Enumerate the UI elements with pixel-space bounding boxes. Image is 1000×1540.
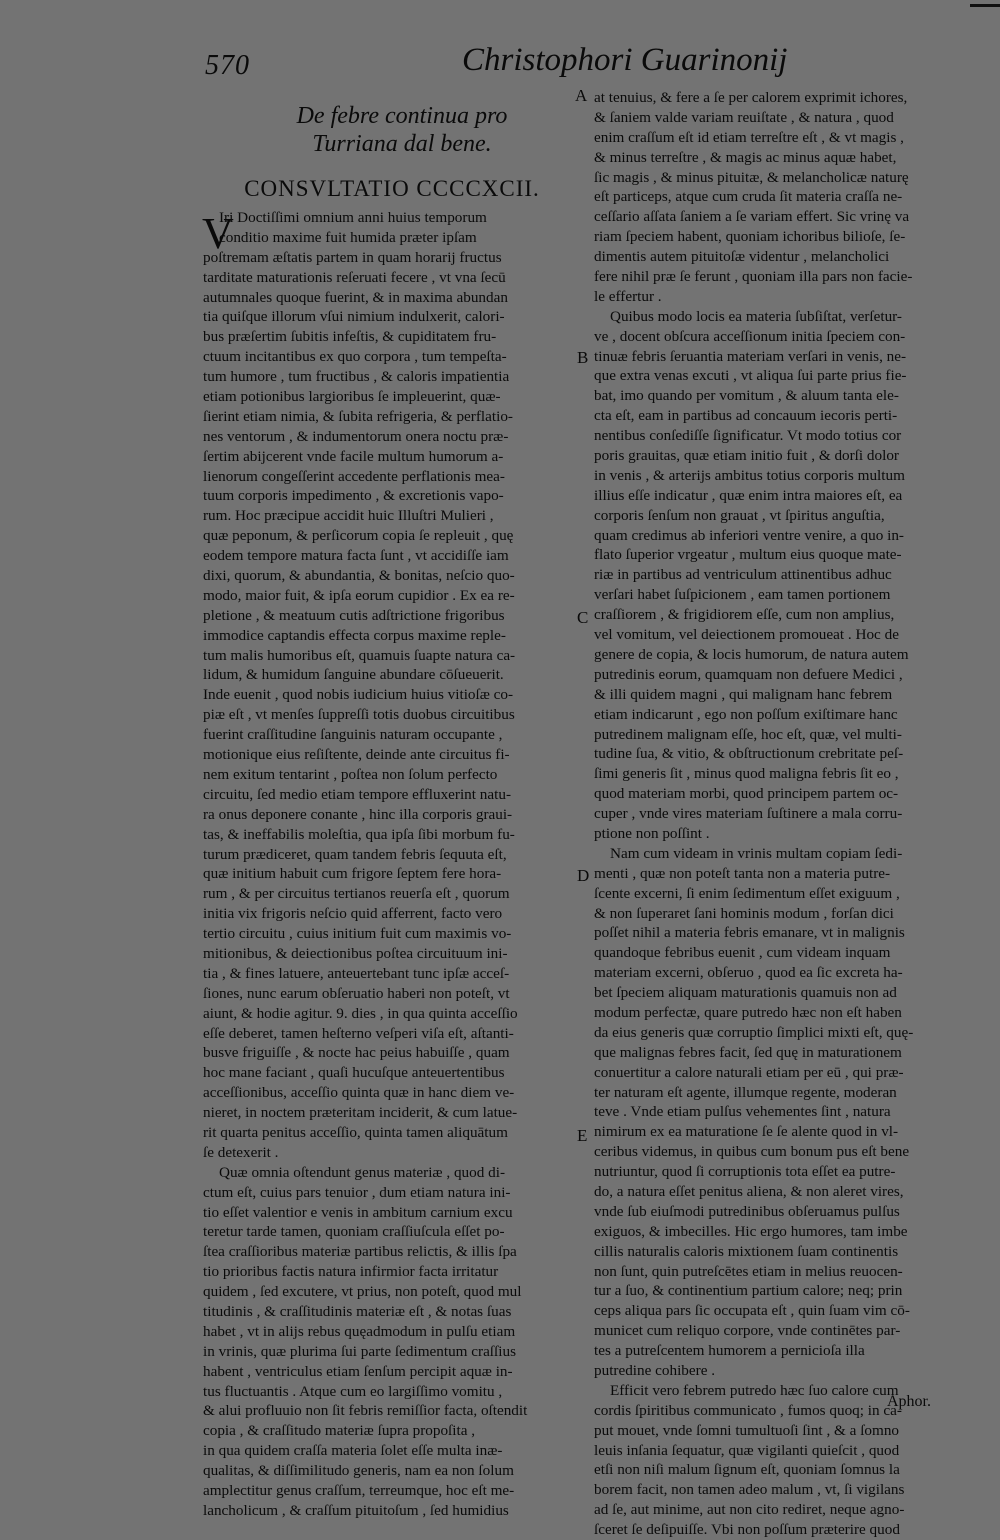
text-line: copia , & craſſitudo materiæ ſupra propoſita , bbox=[203, 1422, 476, 1440]
text-line: ra onus deponere conante , hinc illa corporis graui- bbox=[203, 805, 513, 823]
text-line: ceps aliqua pars ſic occupata eſt , quin ſuam vim cō- bbox=[594, 1302, 910, 1320]
running-head: Christophori Guarinonij bbox=[462, 42, 788, 78]
drop-cap: V bbox=[202, 209, 234, 258]
text-line: & alui profluuio non ſit febris remiſſior facta, oſtendit bbox=[203, 1402, 528, 1420]
text-line: cuper , vnde vires materiam ſuſtinere a mala corru- bbox=[594, 805, 903, 823]
text-line: riæ in partibus ad ventriculum attinentibus adhuc bbox=[594, 566, 892, 584]
text-line: ſimi generis ſit , minus quod maligna febris ſit eo , bbox=[594, 765, 899, 783]
text-line: ſic magis , & minus pituitæ, & melancholicæ naturę bbox=[594, 168, 909, 186]
text-line: leuis inſania ſequatur, quæ vigilanti quieſcit , quod bbox=[594, 1441, 900, 1459]
text-line: tus fluctuantis . Atque cum eo largiſſimo vomitu , bbox=[203, 1382, 503, 1400]
right-text-column bbox=[594, 88, 966, 1540]
text-line: rum , & per circuitus tertianos reuerſa eſt , quorum bbox=[203, 885, 510, 903]
text-line: tinuæ febris ſeruantia materiam verſari in venis, ne- bbox=[594, 347, 907, 365]
text-line: menti , quæ non poteſt tanta non a materia putre- bbox=[594, 864, 891, 882]
text-line: verſari habet ſuſpicionem , eam tamen portionem bbox=[594, 586, 891, 604]
text-line: ad ſe, aut minime, aut non cito rediret, neque agno- bbox=[594, 1501, 905, 1519]
text-line: Efficit vero febrem putredo hæc ſuo calore cum bbox=[610, 1381, 899, 1399]
text-line: craſſiorem , & frigidiorem eſſe, cum non amplius, bbox=[594, 606, 895, 624]
text-line: ſceret ſe deſipuiſſe. Vbi non poſſum præterire quod bbox=[594, 1521, 900, 1539]
text-line: enim craſſum eſt id etiam terreſtre eſt , & vt magis , bbox=[594, 128, 904, 146]
text-line: eodem tempore matura facta ſunt , vt accidiſſe iam bbox=[203, 547, 509, 565]
text-line: nem exitum tentarint , poſtea non ſolum perfecto bbox=[203, 765, 498, 783]
consultation-heading: CONSVLTATIO CCCCXCII. bbox=[244, 176, 540, 201]
text-line: Quibus modo locis ea materia ſubſiſtat, verſetur- bbox=[610, 307, 902, 325]
text-line: poſtremam æſtatis partem in quam horarij fructus bbox=[203, 248, 502, 266]
text-line: vel vomitum, vel deiectionem promoueat . Hoc de bbox=[594, 626, 899, 644]
text-line: putredinis eorum, quamquam non defuere Medici , bbox=[594, 665, 903, 683]
text-line: in qua quidem craſſa materia ſolet eſſe multa inæ- bbox=[203, 1442, 503, 1460]
text-line: acceſſionibus, acceſſio quinta quæ in hanc diem ve- bbox=[203, 1084, 515, 1102]
text-line: municet cum reliquo corpore, vnde continētes par- bbox=[594, 1322, 901, 1340]
text-line: tia , & fines latuere, anteuertebant tunc ipſæ acceſ- bbox=[203, 964, 510, 982]
text-line: & ſaniem valde variam reuiſtate , & natura , quod bbox=[594, 108, 894, 126]
text-line: tarditate maturationis reſeruati fecere , vt vna ſecū bbox=[203, 268, 506, 286]
text-line: qualitas, & diſſimilitudo generis, nam ea non ſolum bbox=[203, 1462, 514, 1480]
text-line: at tenuius, & fere a ſe per calorem exprimit ichores, bbox=[594, 89, 908, 106]
text-line: etiam indicarunt , ego non poſſum exiſtimare hanc bbox=[594, 705, 898, 723]
margin-letter-c: C bbox=[577, 608, 589, 627]
text-line: tum malis humoribus eſt, quamuis ſuapte natura ca- bbox=[203, 646, 516, 664]
text-line: immodice captandis effecta corpus maxime reple- bbox=[203, 626, 506, 644]
text-line: mitionibus, & deiectionibus poſtea circuituum ini- bbox=[203, 944, 508, 962]
text-line: genere de copia, & locis humorum, de natura autem bbox=[594, 645, 909, 663]
text-line: nimirum ex ea maturatione ſe ſe alente quod in vl- bbox=[594, 1123, 899, 1141]
text-line: ve , docent obſcura acceſſionum initia ſpeciem con- bbox=[594, 327, 906, 345]
text-line: nentibus conſediſſe ſignificatur. Vt modo totius cor bbox=[594, 427, 902, 445]
text-line: Inde euenit , quod nobis iudicium huius vitioſæ co- bbox=[203, 686, 514, 704]
text-line: quæ peponum, & perſicorum copia ſe repleuit , quę bbox=[203, 527, 514, 545]
text-line: materiam excerni, obſeruo , quod ea ſic excreta ha- bbox=[594, 964, 903, 982]
left-text-column bbox=[203, 208, 575, 1521]
text-line: Quæ omnia oſtendunt genus materiæ , quod di- bbox=[219, 1163, 505, 1181]
text-line: ceribus videmus, in quibus cum bonum pus eſt bene bbox=[594, 1143, 910, 1161]
text-line: cordis ſpiritibus communicato , fumos quoq; in ca- bbox=[594, 1401, 902, 1419]
text-line: aiunt, & hodie agitur. 9. dies , in qua quinta acceſſio bbox=[203, 1004, 518, 1022]
text-line: tas, & ineffabilis moleſtia, qua ipſa ſibi morbum fu- bbox=[203, 825, 515, 843]
text-line: putredinem malignam eſſe, hoc eſt, quæ, vel multi- bbox=[594, 725, 902, 743]
text-line: ceſſario aſſata ſaniem a ſe variam effert. Sic vrinę va bbox=[594, 208, 910, 226]
text-line: pletione , & meatuum cutis adſtrictione frigoribus bbox=[203, 606, 505, 624]
text-line: exiguos, & imbecilles. Hic ergo humores, tam imbe bbox=[594, 1222, 908, 1240]
text-line: riam ſpeciem habent, quoniam ichoribus bilioſe, ſe- bbox=[594, 228, 906, 246]
text-line: tia quiſque illorum vſui nimium indulxerit, calori- bbox=[203, 308, 505, 326]
text-line: etiam potionibus largioribus ſe impleuerint, quæ- bbox=[203, 388, 501, 406]
text-line: tertio circuitu , cuius initium fuit cum maximis vo- bbox=[203, 925, 512, 943]
catchword: Aphor. bbox=[887, 1393, 931, 1410]
text-line: in vrinis, quæ plurima ſui parte ſedimentum craſſius bbox=[203, 1342, 516, 1360]
text-line: motionique eius reſiſtente, deinde ante circuitus fi- bbox=[203, 746, 510, 764]
text-line: ſe detexerit . bbox=[203, 1143, 279, 1161]
text-line: conditio maxime fuit humida præter ipſam bbox=[219, 228, 477, 246]
text-line: cta eſt, eam in partibus ad concauum iecoris perti- bbox=[594, 407, 898, 425]
text-line: do, a natura eſſet penitus aliena, & non aleret vires, bbox=[594, 1182, 904, 1200]
text-line: flato ſuperior vrgeatur , multum eius quoque mate- bbox=[594, 546, 902, 564]
text-line: initia vix frigoris neſcio quid afferrent, facto vero bbox=[203, 905, 503, 923]
text-line: dixi, quorum, & abundantia, & bonitas, neſcio quo- bbox=[203, 567, 515, 585]
text-line: quam credimus ab inferiori ventre venire, a quo in- bbox=[594, 526, 904, 544]
text-line: Nam cum videam in vrinis multam copiam ſedi- bbox=[610, 844, 903, 862]
text-line: cillis naturalis caloris mixtionem ſuam continentis bbox=[594, 1242, 899, 1260]
margin-letter-d: D bbox=[577, 866, 590, 885]
text-line: putredine cohibere . bbox=[594, 1362, 716, 1379]
text-line: eſſe deberet, tamen heſterno veſperi viſa eſt, aſtanti- bbox=[203, 1024, 514, 1042]
text-line: nieret, in noctem præteritam inciderit, & cum latue- bbox=[203, 1104, 518, 1122]
text-line: bat, imo quando per vomitum , & aluum tanta ele- bbox=[594, 387, 899, 405]
text-line: busve friguiſſe , & nocte hac peius habuiſſe , quam bbox=[203, 1044, 510, 1062]
text-line: vnde ſub eiuſmodi putredinibus obſeruamus pulſus bbox=[594, 1202, 900, 1220]
text-line: da eius generis quæ corruptio ſimplici mixti eſt, quę- bbox=[594, 1023, 914, 1041]
text-line: ter naturam eſt agente, illumque regente, moderan bbox=[594, 1083, 897, 1101]
text-line: poris grauitas, quæ etiam initio fuit , & dorſi dolor bbox=[594, 447, 899, 465]
text-line: teretur tarde tamen, quoniam craſſiuſcula eſſet po- bbox=[203, 1223, 505, 1241]
text-line: quæ initium habuit cum frigore ſeptem fere hora- bbox=[203, 865, 502, 883]
page-number: 570 bbox=[205, 50, 250, 81]
text-line: & minus terreſtre , & magis ac minus aquæ habet, bbox=[594, 148, 897, 166]
text-line: nes ventorum , & indumentorum onera noctu præ- bbox=[203, 427, 509, 445]
text-line: corporis ſenſum non grauat , vt ſpiritus anguſtia, bbox=[594, 506, 885, 524]
text-line: rum. Hoc præcipue accidit huic Illuſtri Mulieri , bbox=[203, 507, 494, 525]
text-line: fere nihil præ ſe ferunt , quoniam illa pars non facie- bbox=[594, 268, 913, 286]
margin-letter-b: B bbox=[577, 348, 589, 367]
text-line: quandoque febribus euenit , cum videam inquam bbox=[594, 944, 891, 962]
margin-letter-a: A bbox=[575, 86, 588, 105]
text-line: ſtea craſſioribus materiæ partibus relictis, & illis ſpa bbox=[203, 1243, 517, 1261]
text-line: poſſet nihil a materia febris emanare, vt in malignis bbox=[594, 924, 905, 942]
text-line: eſt particeps, atque cum cruda ſit materia craſſa ne- bbox=[594, 188, 903, 206]
text-line: ctum eſt, cuius pars tenuior , dum etiam natura ini- bbox=[203, 1183, 511, 1201]
text-line: tudine ſua, & vitio, & obſtructionum crebritate peſ- bbox=[594, 745, 904, 763]
text-line: quod materiam morbi, quod principem partem oc- bbox=[594, 785, 899, 803]
margin-letter-e: E bbox=[577, 1126, 588, 1145]
text-line: ſierint etiam nimia, & ſubita refrigeria, & perflatio- bbox=[203, 407, 513, 425]
text-line: amplectitur genus craſſum, terreumque, hoc eſt me- bbox=[203, 1482, 515, 1499]
text-line: piæ eſt , vt menſes ſuppreſſi totis duobus circuitibus bbox=[203, 706, 515, 724]
text-line: habet , vt in alijs rebus quęadmodum in pulſu etiam bbox=[203, 1322, 516, 1340]
text-line: tuum corporis impedimento , & excretionis vapo- bbox=[203, 487, 504, 505]
text-line: dimentis autem pituitoſæ videntur , melancholici bbox=[594, 248, 890, 266]
text-line: lancholicum , & craſſum pituitoſum , ſed humidius bbox=[203, 1501, 509, 1519]
text-line: Iri Doctiſſimi omnium anni huius temporum bbox=[219, 209, 487, 226]
text-line: tur a ſuo, & continentium partium calore; neq; prin bbox=[594, 1282, 903, 1300]
text-line: in venis , & arterijs ambitus totius corporis multum bbox=[594, 466, 905, 484]
text-line: illius eſſe indicatur , quæ enim intra maiores eſt, ea bbox=[594, 486, 903, 504]
text-line: habent , ventriculus etiam ſenſum percipit aquæ in- bbox=[203, 1362, 513, 1380]
text-line: & illi quidem magni , qui malignam hanc febrem bbox=[594, 685, 893, 703]
text-line: teve . Vnde etiam pulſus vehementes ſint , natura bbox=[594, 1103, 891, 1121]
text-line: que malignas febres facit, ſed quę in maturationem bbox=[594, 1043, 902, 1061]
text-line: nutriuntur, quod ſi corruptionis tota eſſet ea putre- bbox=[594, 1163, 896, 1181]
text-line: tio prioribus factis natura infirmior facta irritatur bbox=[203, 1263, 499, 1281]
text-line: que extra venas excuti , vt aliqua ſui parte prius fie- bbox=[594, 367, 907, 385]
text-line: put mouet, vnde ſomni tumultuoſi ſint , & a ſomno bbox=[594, 1421, 900, 1439]
text-line: ctuum incitantibus ex quo corpora , tum tempeſta- bbox=[203, 348, 507, 366]
page-edge-mark bbox=[970, 4, 1000, 7]
text-line: ſcente excerni, ſi enim ſedimentum eſſet exiguum , bbox=[594, 884, 900, 902]
text-line: titudinis , & craſſitudinis materiæ eſt , & notas ſuas bbox=[203, 1302, 512, 1320]
text-line: etſi non niſi malum ſignum eſt, quoniam ſomnus la bbox=[594, 1461, 900, 1479]
consultation-title: De febre continua pro Turriana dal bene. bbox=[296, 103, 508, 157]
text-line: modum perfectæ, quare putredo hæc non eſt haben bbox=[594, 1003, 902, 1021]
text-line: conuertitur a calore naturali etiam per eū , qui præ- bbox=[594, 1063, 904, 1081]
text-line: lidum, & humidum ſanguine abundare cōſueuerit. bbox=[203, 666, 504, 684]
text-line: quidem , ſed excutere, vt prius, non poteſt, quod mul bbox=[203, 1283, 522, 1301]
text-line: tum humore , tum fructibus , & caloris impatientia bbox=[203, 368, 510, 386]
text-line: bet ſpeciem aliquam maturationis quamuis non ad bbox=[594, 984, 897, 1002]
text-line: & non ſuperaret ſani hominis modum , forſan dici bbox=[594, 904, 894, 922]
text-line: modo, maior fuit, & ipſa eorum cupidior . Ex ea re- bbox=[203, 586, 515, 604]
text-line: lienorum congeſſerint accedente perflationis mea- bbox=[203, 467, 505, 485]
text-line: non ſunt, quin putreſcētes etiam in melius reuocen- bbox=[594, 1262, 903, 1280]
text-line: le effertur . bbox=[594, 287, 662, 305]
text-line: rit quarta penitus acceſſio, quinta tamen aliquātum bbox=[203, 1123, 508, 1141]
text-line: ptione non poſſint . bbox=[594, 824, 710, 842]
text-line: fuerint craſſitudine ſanguinis naturam occupante , bbox=[203, 726, 503, 744]
text-line: tes a putreſcentem humorem a pernicioſa illa bbox=[594, 1342, 865, 1360]
text-line: ſertim abijcerent vnde facile multum humorum a- bbox=[203, 447, 504, 465]
text-line: bus præſertim ſubitis infeſtis, & cupiditatem fru- bbox=[203, 328, 497, 346]
text-line: borem facit, non tamen adeo malum , vt, ſi vigilans bbox=[594, 1481, 905, 1499]
text-line: ſiones, nunc earum obſeruatio haberi non poteſt, vt bbox=[203, 984, 510, 1002]
text-line: hoc mane faciant , quaſi hucuſque anteuertentibus bbox=[203, 1064, 505, 1082]
text-line: circuitu, ſed medio etiam tempore effluxerint natu- bbox=[203, 785, 511, 803]
text-line: autumnales quoque fuerint, & in maxima abundan bbox=[203, 288, 508, 306]
text-line: tio eſſet valentior e venis in ambitum carnium excu bbox=[203, 1203, 513, 1221]
text-line: turum prædiceret, quam tandem febris ſequuta eſt, bbox=[203, 845, 507, 863]
